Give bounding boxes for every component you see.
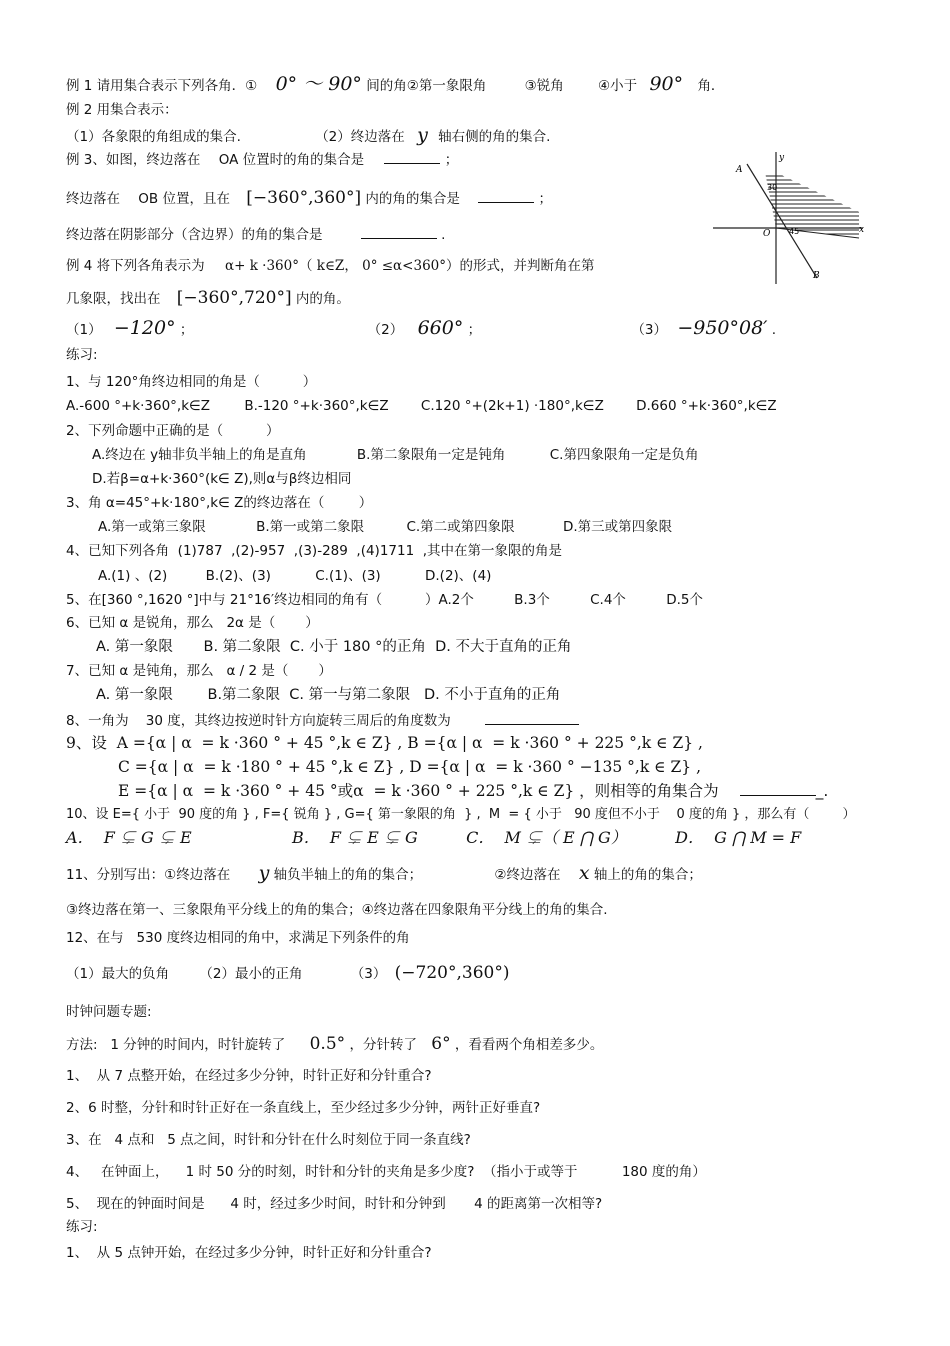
option: C． M ⊊（ E ⋂ G）	[466, 828, 627, 847]
option: B.-120 °+k·360°,k∈Z	[244, 398, 389, 414]
clock-section-title	[66, 1002, 152, 1022]
option: B.第二象限角一定是钝角	[356, 447, 506, 463]
text: ④小于	[598, 78, 638, 94]
math-item: 660°	[417, 317, 464, 339]
option: B.3个	[514, 592, 550, 608]
answer-blank	[384, 149, 440, 164]
text: ②终边落在	[494, 867, 561, 883]
text: 例 3、如图，终边落在	[66, 152, 201, 168]
text: 5、在[360 °,1620 °]中与 21°16′终边相同的角有（ ）A.2个	[66, 592, 474, 608]
clock-practice-title	[66, 1217, 98, 1237]
text: 轴上的角的集合；	[593, 867, 702, 883]
text: ；	[444, 152, 459, 168]
example-3-line	[66, 149, 458, 170]
math-range: 0° ～ 90°	[275, 73, 362, 95]
text: 180 度的角）	[621, 1164, 706, 1180]
answer-blank	[740, 781, 816, 796]
text: ；	[179, 322, 194, 338]
math-x: x	[578, 862, 590, 884]
question-7	[66, 661, 332, 681]
text: 3、角 α=45°+k·180°,k∈ Z的终边落在（ ）	[66, 495, 373, 511]
option: A.第一或第三象限	[98, 519, 206, 535]
question-9-line3	[118, 781, 828, 801]
question-6	[66, 613, 319, 633]
question-12	[66, 928, 410, 948]
question-11	[66, 863, 702, 885]
text: 9、设 A ={α | α = k ·360 ° + 45 °,k ∈ Z} , B ={α | α = k ·360 ° + 225 °,k ∈ Z} ,	[66, 734, 703, 752]
math-interval: [−360°,360°]	[246, 188, 362, 208]
text: 10、设 E={ 小于 90 度的角 } , F={ 锐角 } , G={ 第一象限的角 } , M = { 小于 90 度但不小于 0 度的角 } ，那么有（ ）	[66, 807, 856, 822]
text: 3、在 4 点和 5 点之间，时针和分针在什么时刻位于同一条直线?	[66, 1132, 471, 1148]
option: C.4个	[590, 592, 626, 608]
question-8	[66, 710, 579, 731]
text: OA 位置时的角的集合是	[218, 152, 365, 168]
option: D.660 °+k·360°,k∈Z	[636, 398, 777, 414]
question-4	[66, 541, 562, 561]
question-1	[66, 372, 316, 392]
option: C.第二或第四象限	[406, 519, 515, 535]
question-2-option-d	[92, 469, 351, 489]
text: ；	[538, 191, 552, 207]
answer-blank	[485, 710, 579, 725]
math-90: 90°	[649, 73, 684, 95]
practice-title	[66, 345, 98, 365]
text: 4、 在钟面上， 1 时 50 分的时刻，时针和分针的夹角是多少度? （指小于或等于	[66, 1164, 578, 1180]
text: 1、与 120°角终边相同的角是（ ）	[66, 374, 317, 390]
example-4-line2	[66, 288, 350, 309]
text: 例 1 请用集合表示下列各角．①	[66, 78, 258, 94]
text: 角．	[697, 78, 725, 94]
text: C ={α | α = k ·180 ° + 45 °,k ∈ Z} , D ={α | α = k ·360 ° −135 °,k ∈ Z} ,	[118, 758, 702, 776]
text: OB 位置，且在	[138, 191, 230, 207]
question-2	[66, 421, 280, 441]
text: 4、已知下列各角 (1)787 ,(2)-957 ,(3)-289 ,(4)1711 ,其中在第一象限的角是	[66, 543, 563, 559]
option: B.第一或第二象限	[256, 519, 365, 535]
clock-q2	[66, 1098, 540, 1118]
clock-q3	[66, 1130, 471, 1150]
question-3-options	[98, 517, 672, 537]
text: .	[771, 322, 777, 338]
option: B.(2)、(3)	[205, 568, 271, 584]
text: 练习:	[66, 1219, 98, 1235]
example-2-items	[66, 125, 550, 147]
text: （1）各象限的角组成的集合.	[66, 129, 241, 145]
option: C.第四象限角一定是负角	[549, 447, 699, 463]
text: 1、 从 5 点钟开始，在经过多少分钟，时针正好和分针重合?	[66, 1245, 432, 1261]
option: C.(1)、(3)	[315, 568, 381, 584]
text: 间的角②第一象限角	[366, 78, 487, 94]
text: E ={α | α = k ·360 ° + 45 °或α = k ·360 ° + 225 °,k ∈ Z} ，则相等的角集合为	[118, 782, 719, 800]
text: 轴右侧的角的集合.	[438, 129, 551, 145]
label-b: B	[813, 271, 820, 281]
option: A.-600 °+k·360°,k∈Z	[66, 398, 211, 414]
math-value: 0.5°	[309, 1034, 346, 1054]
label-45: 45	[789, 227, 800, 236]
text: ；	[467, 322, 482, 338]
text: 练习:	[66, 347, 98, 363]
option: B.第二象限 C. 第一与第二象限 D. 不小于直角的正角	[207, 687, 561, 703]
question-4-options	[98, 566, 491, 586]
text: （3）	[350, 966, 387, 982]
option: A. 第一象限	[96, 687, 173, 703]
text: （2）	[367, 322, 404, 338]
text: 轴负半轴上的角的集合；	[273, 867, 423, 883]
label-a: A	[736, 165, 743, 175]
label-y: y	[779, 153, 785, 163]
text: （2）终边落在	[315, 129, 405, 145]
math-y: y	[417, 124, 428, 146]
text: 12、在与 530 度终边相同的角中，求满足下列条件的角	[66, 930, 410, 946]
option: D． G ⋂ M = F	[675, 828, 802, 847]
example-3-ob-line	[66, 188, 552, 209]
math-y: y	[258, 862, 270, 884]
question-10	[66, 805, 855, 825]
question-11-line2	[66, 900, 608, 920]
math-value: 6°	[431, 1034, 451, 1054]
text: _.	[815, 782, 829, 800]
option: A. 第一象限	[96, 639, 173, 655]
text: 终边落在	[66, 191, 120, 207]
example-4-line	[66, 256, 595, 276]
text: ，分针转了	[349, 1037, 417, 1053]
text: 几象限，找出在	[66, 291, 161, 307]
text: α+ k ·360°（ k∈Z， 0° ≤α<360°）的形式，并判断角在第	[224, 258, 595, 274]
option: C.120 °+(2k+1) ·180°,k∈Z	[420, 398, 604, 414]
question-9-line2	[118, 757, 701, 777]
text: （1）最大的负角	[66, 966, 170, 982]
math-item: −950°08′	[677, 317, 768, 339]
text: ，看看两个角相差多少。	[454, 1037, 604, 1053]
option: D.5个	[666, 592, 704, 608]
text: 6、已知 α 是锐角，那么 2α 是（ ）	[66, 615, 319, 631]
text: 8、一角为 30 度，其终边按逆时针方向旋转三周后的角度数为	[66, 713, 451, 729]
option: A.终边在 y轴非负半轴上的角是直角	[92, 447, 307, 463]
text: （1）	[66, 322, 102, 338]
option: A.(1) 、(2)	[98, 568, 168, 584]
clock-practice-q1	[66, 1243, 432, 1263]
text: 4 的距离第一次相等?	[474, 1196, 603, 1212]
text: 内的角的集合是	[365, 191, 460, 207]
text: 内的角。	[295, 291, 350, 307]
option: B． F ⊊ E ⊊ G	[291, 828, 418, 847]
example-3-shaded-line	[66, 224, 445, 245]
text: ③终边落在第一、三象限角平分线上的角的集合；④终边落在四象限角平分线上的角的集合.	[66, 902, 608, 918]
clock-q4	[66, 1162, 706, 1182]
text: 时钟问题专题:	[66, 1004, 152, 1020]
question-10-options	[66, 828, 801, 849]
answer-blank	[478, 188, 534, 203]
example-4-items	[66, 318, 776, 340]
text: （2）最小的正角	[199, 966, 303, 982]
label-x: x	[859, 225, 865, 235]
math-interval: (−720°,360°)	[394, 963, 510, 983]
text: （3）	[631, 322, 668, 338]
clock-q1	[66, 1066, 432, 1086]
question-3	[66, 493, 372, 513]
text: 5、 现在的钟面时间是 4 时，经过多少时间，时针和分钟到	[66, 1196, 446, 1212]
example-1-line	[66, 74, 724, 96]
question-12-items	[66, 963, 509, 984]
option: D.第三或第四象限	[562, 519, 673, 535]
angle-figure	[713, 150, 873, 285]
text: ③锐角	[524, 78, 564, 94]
option: B. 第二象限 C. 小于 180 °的正角 D. 不大于直角的正角	[203, 639, 572, 655]
text: 11、分别写出：①终边落在	[66, 867, 231, 883]
text: 例 2 用集合表示：	[66, 102, 178, 118]
label-o: O	[763, 229, 771, 239]
text: 方法: 1 分钟的时间内，时针旋转了	[66, 1037, 286, 1053]
text: .	[441, 227, 446, 243]
text: 终边落在阴影部分（含边界）的角的集合是	[66, 227, 323, 243]
question-9-line1	[66, 733, 703, 753]
question-5	[66, 590, 703, 610]
text: 1、 从 7 点整开始，在经过多少分钟，时针正好和分针重合?	[66, 1068, 432, 1084]
math-item: −120°	[113, 317, 176, 339]
question-7-options	[96, 685, 560, 705]
question-1-options	[66, 396, 777, 416]
example-2-title	[66, 100, 178, 120]
answer-blank	[361, 224, 437, 239]
option: A． F ⊊ G ⊊ E	[66, 828, 192, 847]
question-6-options	[96, 637, 571, 657]
ray-ob	[747, 164, 817, 278]
option: D.(2)、(4)	[425, 568, 492, 584]
text: 2、6 时整，分针和时针正好在一条直线上，至少经过多少分钟，两针正好垂直?	[66, 1100, 541, 1116]
clock-method	[66, 1034, 603, 1055]
text: 例 4 将下列各角表示为	[66, 258, 205, 274]
text: 7、已知 α 是钝角，那么 α / 2 是（ ）	[66, 663, 332, 679]
text: 2、下列命题中正确的是（ ）	[66, 423, 280, 439]
label-30: 30	[767, 183, 778, 192]
option: D.若β=α+k·360°(k∈ Z),则α与β终边相同	[92, 471, 352, 487]
question-2-options	[92, 445, 698, 465]
clock-q5	[66, 1194, 602, 1214]
math-interval: [−360°,720°]	[176, 288, 292, 308]
